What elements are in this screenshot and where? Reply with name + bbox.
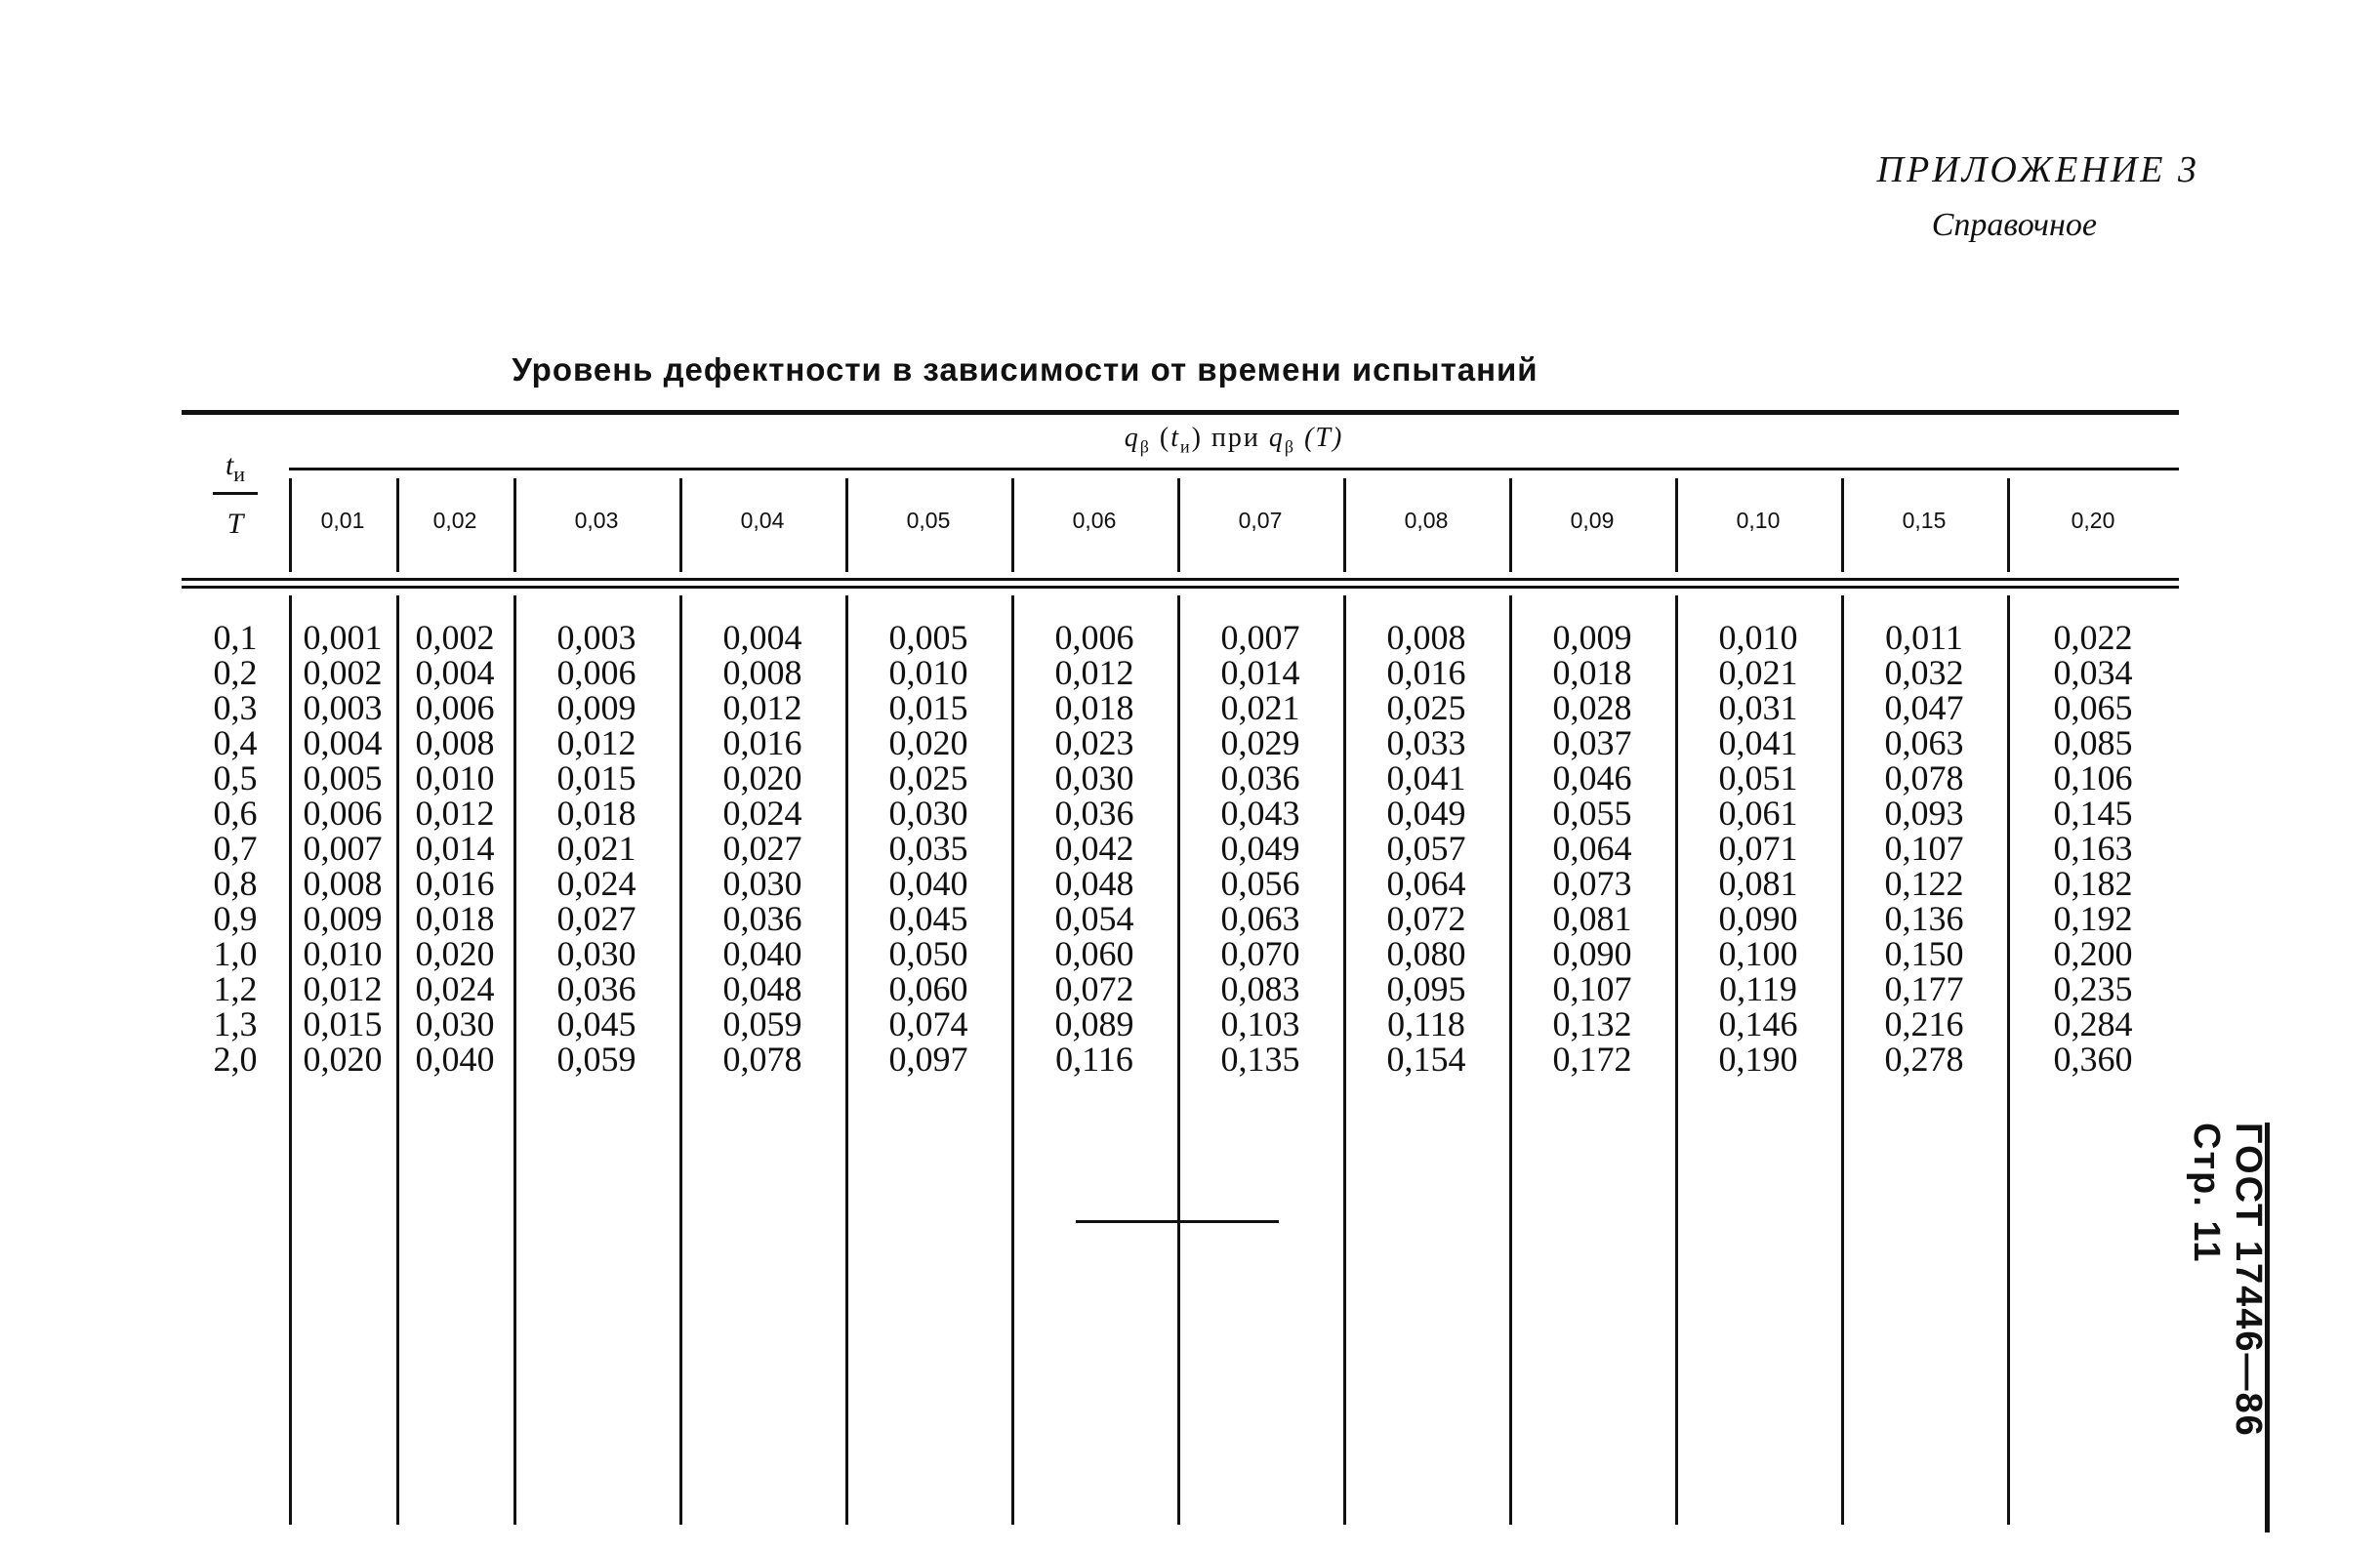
table-cell: 0,043	[1220, 794, 1300, 833]
table-cell: 0,200	[2053, 934, 2133, 973]
table-cell: 0,059	[556, 1040, 636, 1079]
table-cell: 0,003	[556, 618, 636, 657]
stub-denominator: T	[226, 508, 244, 540]
value-column	[396, 620, 513, 1077]
table-cell: 0,065	[2053, 688, 2133, 727]
table-cell: 0,055	[1552, 794, 1632, 833]
column-header: 0,02	[432, 508, 477, 533]
row-label: 2,0	[213, 1040, 258, 1079]
table-cell: 0,146	[1718, 1004, 1798, 1043]
table-cell: 0,016	[722, 723, 802, 762]
table-cell: 0,050	[888, 934, 968, 973]
table-cell: 0,020	[415, 934, 495, 973]
table-cell: 0,045	[556, 1004, 636, 1043]
table-cell: 0,054	[1054, 899, 1134, 938]
column-header: 0,04	[740, 508, 785, 533]
table-cell: 0,004	[303, 723, 383, 762]
row-label: 1,3	[213, 1004, 258, 1043]
row-label: 0,6	[213, 794, 258, 833]
stub-numerator: $t_и$	[225, 449, 246, 486]
table-cell: 0,020	[303, 1040, 383, 1079]
column-header: 0,08	[1404, 508, 1449, 533]
table-cell: 0,095	[1386, 969, 1466, 1008]
table-cell: 0,021	[1718, 653, 1798, 692]
row-label: 0,3	[213, 688, 258, 727]
value-column	[1509, 620, 1675, 1077]
table-cell: 0,163	[2053, 829, 2133, 868]
column-header: 0,05	[906, 508, 951, 533]
fraction-bar	[213, 492, 258, 495]
value-column	[1841, 620, 2007, 1077]
table-cell: 0,059	[722, 1004, 802, 1043]
table-cell: 0,022	[2053, 618, 2133, 657]
table-cell: 0,061	[1718, 794, 1798, 833]
row-label: 0,8	[213, 864, 258, 903]
table-cell: 0,033	[1386, 723, 1466, 762]
table-cell: 0,070	[1220, 934, 1300, 973]
table-cell: 0,004	[415, 653, 495, 692]
table-cell: 0,060	[1054, 934, 1134, 973]
column-header: 0,09	[1570, 508, 1615, 533]
table-cell: 0,015	[888, 688, 968, 727]
group-header-rule	[289, 468, 2179, 470]
table-cell: 0,010	[1718, 618, 1798, 657]
table-cell: 0,083	[1220, 969, 1300, 1008]
value-column	[513, 620, 679, 1077]
table-cell: 0,020	[722, 758, 802, 797]
table-cell: 0,034	[2053, 653, 2133, 692]
table-cell: 0,010	[303, 934, 383, 973]
table-cell: 0,011	[1885, 618, 1963, 657]
table-cell: 0,136	[1884, 899, 1964, 938]
table-cell: 0,190	[1718, 1040, 1798, 1079]
value-column	[1343, 620, 1509, 1077]
table-cell: 0,036	[1054, 794, 1134, 833]
table-cell: 0,007	[1220, 618, 1300, 657]
table-cell: 0,081	[1718, 864, 1798, 903]
value-column	[1011, 620, 1177, 1077]
table-cell: 0,030	[415, 1004, 495, 1043]
table-cell: 0,036	[1220, 758, 1300, 797]
column-header: 0,03	[574, 508, 619, 533]
table-cell: 0,107	[1884, 829, 1964, 868]
table-cell: 0,063	[1884, 723, 1964, 762]
table-cell: 0,023	[1054, 723, 1134, 762]
table-cell: 0,003	[303, 688, 383, 727]
table-cell: 0,016	[1386, 653, 1466, 692]
table-cell: 0,012	[1054, 653, 1134, 692]
table-cell: 0,015	[303, 1004, 383, 1043]
column-header: 0,07	[1238, 508, 1283, 533]
table-cell: 0,078	[722, 1040, 802, 1079]
table-cell: 0,135	[1220, 1040, 1300, 1079]
table-cell: 0,024	[556, 864, 636, 903]
column-header: 0,06	[1072, 508, 1117, 533]
table-cell: 0,072	[1054, 969, 1134, 1008]
table-cell: 0,006	[415, 688, 495, 727]
row-label: 0,5	[213, 758, 258, 797]
table-cell: 0,074	[888, 1004, 968, 1043]
table-cell: 0,040	[415, 1040, 495, 1079]
table-cell: 0,090	[1552, 934, 1632, 973]
table-cell: 0,040	[722, 934, 802, 973]
table-cell: 0,048	[722, 969, 802, 1008]
table-cell: 0,177	[1884, 969, 1964, 1008]
defect-level-table	[182, 410, 2179, 1113]
table-cell: 0,024	[722, 794, 802, 833]
table-cell: 0,040	[888, 864, 968, 903]
table-cell: 0,018	[556, 794, 636, 833]
table-cell: 0,097	[888, 1040, 968, 1079]
table-cell: 0,030	[556, 934, 636, 973]
table-cell: 0,150	[1884, 934, 1964, 973]
table-cell: 0,028	[1552, 688, 1632, 727]
value-column	[845, 620, 1011, 1077]
stub-header	[182, 449, 289, 576]
table-cell: 0,182	[2053, 864, 2133, 903]
table-cell: 0,154	[1386, 1040, 1466, 1079]
table-cell: 0,042	[1054, 829, 1134, 868]
table-cell: 0,116	[1055, 1040, 1133, 1079]
table-cell: 0,093	[1884, 794, 1964, 833]
appendix-label: ПРИЛОЖЕНИЕ 3	[1876, 149, 2199, 190]
table-cell: 0,032	[1884, 653, 1964, 692]
value-column	[1177, 620, 1343, 1077]
table-cell: 0,122	[1884, 864, 1964, 903]
table-cell: 0,063	[1220, 899, 1300, 938]
table-cell: 0,012	[415, 794, 495, 833]
table-cell: 0,006	[1054, 618, 1134, 657]
table-cell: 0,007	[303, 829, 383, 868]
table-cell: 0,009	[1552, 618, 1632, 657]
table-title: Уровень дефектности в зависимости от времени испытаний	[512, 351, 1539, 388]
value-column	[1675, 620, 1841, 1077]
table-cell: 0,027	[722, 829, 802, 868]
table-cell: 0,006	[556, 653, 636, 692]
table-cell: 0,085	[2053, 723, 2133, 762]
table-cell: 0,045	[888, 899, 968, 938]
header-bottom-rule-2	[182, 586, 2179, 589]
table-cell: 0,132	[1552, 1004, 1632, 1043]
table-cell: 0,030	[722, 864, 802, 903]
table-cell: 0,012	[303, 969, 383, 1008]
table-cell: 0,024	[415, 969, 495, 1008]
table-cell: 0,047	[1884, 688, 1964, 727]
table-cell: 0,027	[556, 899, 636, 938]
table-cell: 0,006	[303, 794, 383, 833]
table-cell: 0,145	[2053, 794, 2133, 833]
column-header: 0,01	[320, 508, 365, 533]
group-header: $q_\beta$ $(t_и)$ при $q_\beta$ (T)	[1124, 423, 1344, 457]
table-cell: 0,106	[2053, 758, 2133, 797]
table-cell: 0,103	[1220, 1004, 1300, 1043]
table-cell: 0,064	[1552, 829, 1632, 868]
table-cell: 0,073	[1552, 864, 1632, 903]
table-cell: 0,051	[1718, 758, 1798, 797]
row-label: 1,0	[213, 934, 258, 973]
table-cell: 0,064	[1386, 864, 1466, 903]
table-cell: 0,005	[303, 758, 383, 797]
column-header: 0,15	[1902, 508, 1947, 533]
table-cell: 0,078	[1884, 758, 1964, 797]
table-cell: 0,360	[2053, 1040, 2133, 1079]
row-label: 0,2	[213, 653, 258, 692]
table-top-rule	[182, 410, 2179, 415]
table-cell: 0,049	[1386, 794, 1466, 833]
column-header: 0,20	[2071, 508, 2115, 533]
table-cell: 0,025	[1386, 688, 1466, 727]
row-label: 0,9	[213, 899, 258, 938]
table-cell: 0,030	[1054, 758, 1134, 797]
table-cell: 0,021	[1220, 688, 1300, 727]
table-cell: 0,035	[888, 829, 968, 868]
table-cell: 0,008	[303, 864, 383, 903]
table-cell: 0,018	[1552, 653, 1632, 692]
value-column	[2007, 620, 2179, 1077]
table-cell: 0,012	[556, 723, 636, 762]
table-cell: 0,046	[1552, 758, 1632, 797]
table-cell: 0,278	[1884, 1040, 1964, 1079]
row-label: 0,4	[213, 723, 258, 762]
table-cell: 0,021	[556, 829, 636, 868]
table-cell: 0,048	[1054, 864, 1134, 903]
table-cell: 0,010	[888, 653, 968, 692]
table-cell: 0,081	[1552, 899, 1632, 938]
table-cell: 0,018	[1054, 688, 1134, 727]
table-cell: 0,015	[556, 758, 636, 797]
table-cell: 0,235	[2053, 969, 2133, 1008]
table-cell: 0,216	[1884, 1004, 1964, 1043]
table-cell: 0,030	[888, 794, 968, 833]
table-cell: 0,119	[1719, 969, 1797, 1008]
table-cell: 0,071	[1718, 829, 1798, 868]
table-cell: 0,012	[722, 688, 802, 727]
table-cell: 0,016	[415, 864, 495, 903]
table-cell: 0,020	[888, 723, 968, 762]
column-header: 0,10	[1736, 508, 1781, 533]
table-cell: 0,008	[722, 653, 802, 692]
table-cell: 0,041	[1386, 758, 1466, 797]
end-rule	[1076, 1220, 1279, 1223]
table-cell: 0,049	[1220, 829, 1300, 868]
table-cell: 0,118	[1387, 1004, 1465, 1043]
table-cell: 0,009	[556, 688, 636, 727]
table-cell: 0,041	[1718, 723, 1798, 762]
table-cell: 0,001	[303, 618, 383, 657]
row-label: 0,1	[213, 618, 258, 657]
value-column	[289, 620, 396, 1077]
table-cell: 0,056	[1220, 864, 1300, 903]
table-cell: 0,060	[888, 969, 968, 1008]
table-cell: 0,284	[2053, 1004, 2133, 1043]
table-cell: 0,107	[1552, 969, 1632, 1008]
table-cell: 0,005	[888, 618, 968, 657]
table-cell: 0,002	[303, 653, 383, 692]
row-label: 1,2	[213, 969, 258, 1008]
table-cell: 0,010	[415, 758, 495, 797]
table-cell: 0,100	[1718, 934, 1798, 973]
table-cell: 0,009	[303, 899, 383, 938]
table-cell: 0,004	[722, 618, 802, 657]
table-cell: 0,090	[1718, 899, 1798, 938]
table-cell: 0,031	[1718, 688, 1798, 727]
row-label: 0,7	[213, 829, 258, 868]
side-footer: ГОСТ 17446—86 Стр. 11	[2186, 1123, 2269, 1438]
table-cell: 0,089	[1054, 1004, 1134, 1043]
table-cell: 0,080	[1386, 934, 1466, 973]
table-cell: 0,072	[1386, 899, 1466, 938]
row-labels	[182, 620, 289, 1077]
table-cell: 0,025	[888, 758, 968, 797]
table-cell: 0,018	[415, 899, 495, 938]
table-cell: 0,029	[1220, 723, 1300, 762]
table-cell: 0,037	[1552, 723, 1632, 762]
value-column	[679, 620, 845, 1077]
table-cell: 0,014	[1220, 653, 1300, 692]
table-cell: 0,014	[415, 829, 495, 868]
appendix-type: Справочное	[1931, 207, 2097, 243]
header-bottom-rule	[182, 578, 2179, 581]
table-cell: 0,008	[1386, 618, 1466, 657]
table-cell: 0,172	[1552, 1040, 1632, 1079]
table-cell: 0,008	[415, 723, 495, 762]
table-cell: 0,002	[415, 618, 495, 657]
table-cell: 0,036	[722, 899, 802, 938]
table-cell: 0,192	[2053, 899, 2133, 938]
table-cell: 0,036	[556, 969, 636, 1008]
table-cell: 0,057	[1386, 829, 1466, 868]
